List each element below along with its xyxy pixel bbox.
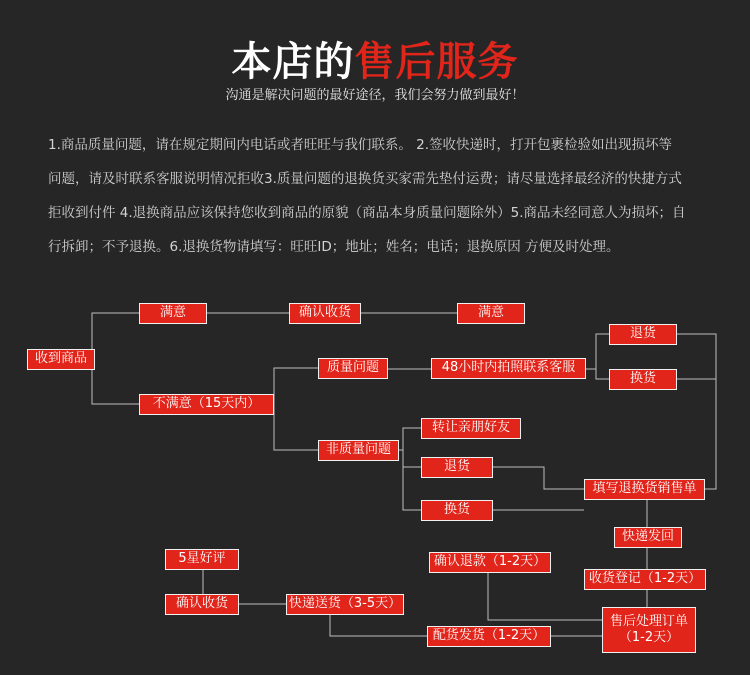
ship-back-node: 快递发回 [614,527,682,548]
confirm-receipt-bottom-node: 确认收货 [165,594,239,615]
policy-line: 问题，请及时联系客服说明情况拒收3.质量问题的退换货买家需先垫付运费；请尽量选择最经济的快捷方式 [48,171,682,187]
page-subtitle: 沟通是解决问题的最好途径，我们会努力做到最好！ [225,88,525,103]
received-goods-node: 收到商品 [27,349,95,370]
dispatch-node: 配货发货（1-2天） [427,626,551,647]
after-sales-order-node [602,607,696,653]
policy-line: 行拆卸；不予退换。6.退换货物请填写：旺旺ID；地址；姓名；电话；退换原因 方便及时处理。 [48,239,620,255]
satisfied-node: 满意 [139,303,207,324]
non-quality-issue-node: 非质量问题 [318,440,399,461]
unsatisfied-node: 不满意（15天内） [139,394,274,415]
photo-contact-node: 48小时内拍照联系客服 [431,358,586,379]
exchange-node-2: 换货 [421,500,493,521]
return-node: 退货 [609,324,677,345]
policy-line: 1.商品质量问题，请在规定期间内电话或者旺旺与我们联系。 2.签收快递时，打开包裹检验如出现损坏等 [48,137,673,153]
five-star-review-node: 5星好评 [165,549,239,570]
title-accent: 售后服务 [354,39,519,85]
receipt-register-node: 收货登记（1-2天） [584,569,706,590]
return-node-2: 退货 [421,457,493,478]
after-sales-order-duration: （1-2天） [618,630,680,645]
confirm-refund-node: 确认退款（1-2天） [429,552,551,573]
after-sales-order-label: 售后处理订单 [609,613,688,629]
satisfied-end-node: 满意 [457,303,525,324]
exchange-node: 换货 [609,369,677,390]
transfer-friend-node: 转让亲朋好友 [421,418,521,439]
confirm-receipt-top-node: 确认收货 [289,303,361,324]
title-plain: 本店的 [231,39,355,85]
express-delivery-node: 快递送货（3-5天） [286,594,404,615]
quality-issue-node: 质量问题 [318,358,388,379]
fill-return-form-node: 填写退换货销售单 [584,479,705,500]
policy-line: 拒收到付件 4.退换商品应该保持您收到商品的原貌（商品本身质量问题除外）5.商品未经同意人为损坏；自 [48,205,686,221]
